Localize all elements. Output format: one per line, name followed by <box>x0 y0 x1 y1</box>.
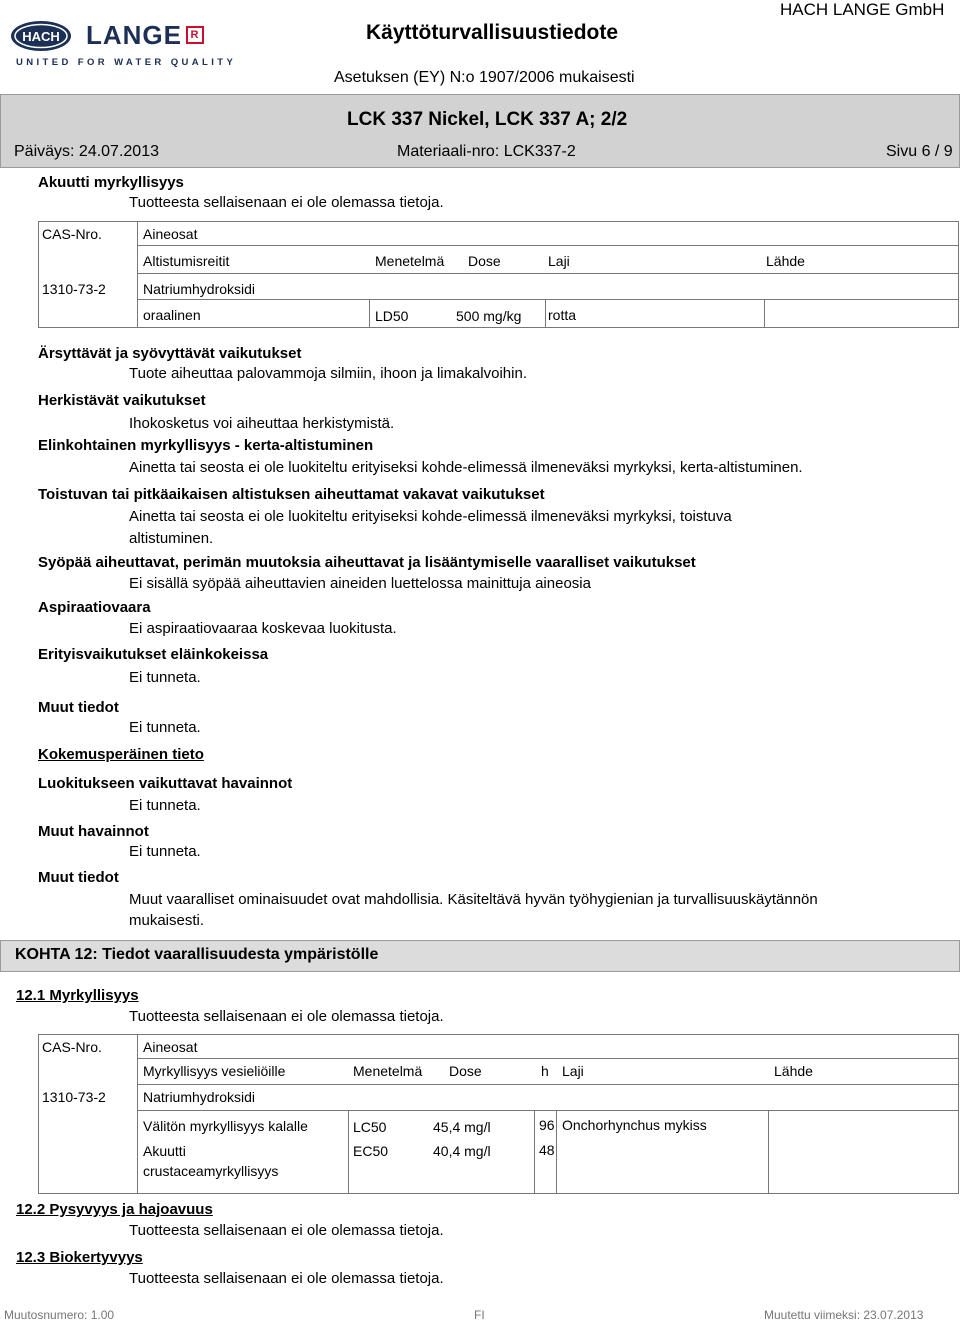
tagline: UNITED FOR WATER QUALITY <box>16 57 237 68</box>
toxicity-note: Tuotteesta sellaisenaan ei ole olemassa tietoja. <box>129 1008 444 1025</box>
section-12-title: KOHTA 12: Tiedot vaarallisuudesta ympäristölle <box>15 946 379 963</box>
document-date: Päiväys: 24.07.2013 <box>14 143 159 160</box>
hours-header: h <box>541 1063 549 1079</box>
crustacea-toxicity-type-line1: Akuutti <box>143 1143 186 1159</box>
page-number: Sivu 6 / 9 <box>886 143 953 160</box>
registered-icon: R <box>186 26 204 44</box>
stot-repeat-text-line1: Ainetta tai seosta ei ole luokiteltu erityiseksi kohde-elimessä ilmeneväksi myrkyksi, toistuva <box>129 508 732 525</box>
animal-tests-heading: Erityisvaikutukset eläinkokeissa <box>38 646 269 663</box>
language-code: FI <box>474 1308 485 1322</box>
fish-toxicity-dose: 45,4 mg/l <box>433 1119 491 1135</box>
fish-toxicity-method: LC50 <box>353 1119 387 1135</box>
classification-heading: Luokitukseen vaikuttavat havainnot <box>38 775 293 792</box>
cmr-text: Ei sisällä syöpää aiheuttavien aineiden luettelossa mainittuja aineosia <box>129 575 591 592</box>
cas-header: CAS-Nro. <box>42 226 102 242</box>
eco-dose-header: Dose <box>449 1063 482 1079</box>
other-observations-heading: Muut havainnot <box>38 823 149 840</box>
eco-cas-number: 1310-73-2 <box>42 1089 106 1105</box>
cas-number: 1310-73-2 <box>42 281 106 297</box>
route-header: Altistumisreitit <box>143 253 230 269</box>
brand-name-text: LANGE <box>86 20 182 50</box>
revision-number: Muutosnumero: 1.00 <box>4 1308 115 1322</box>
eco-species-header: Laji <box>562 1063 584 1079</box>
species-header: Laji <box>548 253 570 269</box>
bioaccumulation-note: Tuotteesta sellaisenaan ei ole olemassa tietoja. <box>129 1270 444 1287</box>
other-info-2-heading: Muut tiedot <box>38 869 119 886</box>
aspiration-text: Ei aspiraatiovaaraa koskevaa luokitusta. <box>129 620 397 637</box>
acute-toxicity-note: Tuotteesta sellaisenaan ei ole olemassa tietoja. <box>129 194 444 211</box>
ingredient-header: Aineosat <box>143 226 198 242</box>
sensitizing-text: Ihokosketus voi aiheuttaa herkistymistä. <box>129 415 395 432</box>
aspiration-heading: Aspiraatiovaara <box>38 599 151 616</box>
fish-toxicity-species: Onchorhynchus mykiss <box>562 1117 707 1133</box>
persistence-note: Tuotteesta sellaisenaan ei ole olemassa tietoja. <box>129 1222 444 1239</box>
sensitizing-heading: Herkistävät vaikutukset <box>38 392 206 409</box>
other-info-2-text-line2: mukaisesti. <box>129 912 205 929</box>
irritant-text: Tuote aiheuttaa palovammoja silmiin, ihoon ja limakalvoihin. <box>129 365 527 382</box>
fish-toxicity-type: Välitön myrkyllisyys kalalle <box>143 1118 308 1134</box>
test-species: rotta <box>548 307 577 323</box>
regulation-ref: Asetuksen (EY) N:o 1907/2006 mukaisesti <box>334 69 635 86</box>
brand-name <box>86 20 204 51</box>
acute-toxicity-heading: Akuutti myrkyllisyys <box>38 174 184 191</box>
fish-toxicity-hours: 96 <box>539 1117 555 1133</box>
stot-repeat-text-line2: altistuminen. <box>129 530 214 547</box>
crustacea-toxicity-type-line2: crustaceamyrkyllisyys <box>143 1163 279 1179</box>
material-number: Materiaali-nro: LCK337-2 <box>397 143 576 160</box>
bioaccumulation-subheading: 12.3 Biokertyvyys <box>16 1249 143 1266</box>
stot-single-text: Ainetta tai seosta ei ole luokiteltu erityiseksi kohde-elimessä ilmeneväksi myrkyksi, kerta-altistuminen. <box>129 459 803 476</box>
crustacea-toxicity-method: EC50 <box>353 1143 389 1159</box>
stot-repeat-heading: Toistuvan tai pitkäaikaisen altistuksen aiheuttamat vakavat vaikutukset <box>38 486 545 503</box>
eco-source-header: Lähde <box>774 1063 813 1079</box>
document-title: Käyttöturvallisuustiedote <box>366 21 619 44</box>
eco-ingredient-name: Natriumhydroksidi <box>143 1089 256 1105</box>
hach-logo <box>10 20 72 52</box>
classification-text: Ei tunneta. <box>129 797 201 814</box>
source-header: Lähde <box>766 253 805 269</box>
other-info-heading: Muut tiedot <box>38 699 119 716</box>
dose-value: 500 mg/kg <box>456 308 522 324</box>
method-header: Menetelmä <box>375 253 445 269</box>
experience-heading: Kokemusperäinen tieto <box>38 746 204 763</box>
product-name: LCK 337 Nickel, LCK 337 A; 2/2 <box>347 109 628 130</box>
company-name: HACH LANGE GmbH <box>780 0 945 19</box>
crustacea-toxicity-hours: 48 <box>539 1142 555 1158</box>
ingredient-name: Natriumhydroksidi <box>143 281 256 297</box>
cmr-heading: Syöpää aiheuttavat, perimän muutoksia aiheuttavat ja lisääntymiselle vaaralliset vaikutukset <box>38 554 696 571</box>
irritant-heading: Ärsyttävät ja syövyttävät vaikutukset <box>38 345 302 362</box>
persistence-subheading: 12.2 Pysyvyys ja hajoavuus <box>16 1201 213 1218</box>
toxicity-subheading: 12.1 Myrkyllisyys <box>16 987 139 1004</box>
other-info-2-text-line1: Muut vaaralliset ominaisuudet ovat mahdollisia. Käsiteltävä hyvän työhygienian ja turvallisuuskäytännön <box>129 891 818 908</box>
aquatic-toxicity-header: Myrkyllisyys vesieliöille <box>143 1063 286 1079</box>
eco-cas-header: CAS-Nro. <box>42 1039 102 1055</box>
other-info-text: Ei tunneta. <box>129 719 201 736</box>
dose-header: Dose <box>468 253 501 269</box>
exposure-route: oraalinen <box>143 307 201 323</box>
other-observations-text: Ei tunneta. <box>129 843 201 860</box>
hach-logo-text: HACH <box>22 29 60 44</box>
stot-single-heading: Elinkohtainen myrkyllisyys - kerta-altistuminen <box>38 437 374 454</box>
eco-method-header: Menetelmä <box>353 1063 423 1079</box>
eco-ingredient-header: Aineosat <box>143 1039 198 1055</box>
crustacea-toxicity-dose: 40,4 mg/l <box>433 1143 491 1159</box>
animal-tests-text: Ei tunneta. <box>129 669 201 686</box>
test-method: LD50 <box>375 308 409 324</box>
last-modified: Muutettu viimeksi: 23.07.2013 <box>764 1308 924 1322</box>
